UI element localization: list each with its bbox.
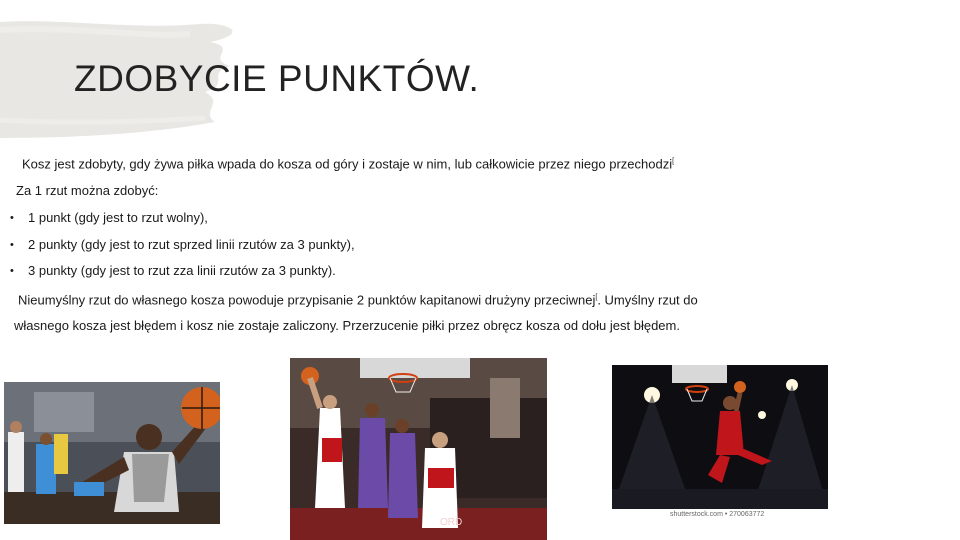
paragraph-text-end: . Umyślny rzut do <box>597 292 698 308</box>
lead-text: Za 1 rzut można zdobyć: <box>16 183 159 198</box>
bullet-item-2: 2 punkty (gdy jest to rzut sprzed linii rzutów za 3 punkty), <box>28 237 355 252</box>
paragraph-reference: [ <box>595 294 598 301</box>
paragraph-line-1 <box>18 290 698 308</box>
image-caption: shutterstock.com • 270063772 <box>670 511 765 518</box>
slide-title: ZDOBYCIE PUNKTÓW. <box>74 58 480 99</box>
bullet-marker: • <box>10 265 14 277</box>
basketball-player-dunk-spotlight-photo <box>612 365 828 509</box>
bullet-item-3: 3 punkty (gdy jest to rzut zza linii rzutów za 3 punkty). <box>28 263 336 278</box>
paragraph-line-2: własnego kosza jest błędem i kosz nie zostaje zaliczony. Przerzucenie piłki przez obręcz kosza od dołu jest błędem. <box>14 318 680 333</box>
intro-sentence: Kosz jest zdobyty, gdy żywa piłka wpada do kosza od góry i zostaje w nim, lub całkowicie przez niego przechodzi <box>22 156 673 172</box>
bullet-marker: • <box>10 212 14 224</box>
basketball-player-dribbling-photo <box>4 382 220 524</box>
basketball-game-dunk-photo <box>290 358 547 540</box>
bullet-item-1: 1 punkt (gdy jest to rzut wolny), <box>28 210 208 225</box>
bullet-marker: • <box>10 239 14 251</box>
svg-text:ORD: ORD <box>440 517 463 528</box>
intro-reference: [ <box>672 158 675 165</box>
paragraph-text: Nieumyślny rzut do własnego kosza powoduje przypisanie 2 punktów kapitanowi drużyny przeciwnej <box>18 292 596 308</box>
intro-text <box>22 154 674 172</box>
